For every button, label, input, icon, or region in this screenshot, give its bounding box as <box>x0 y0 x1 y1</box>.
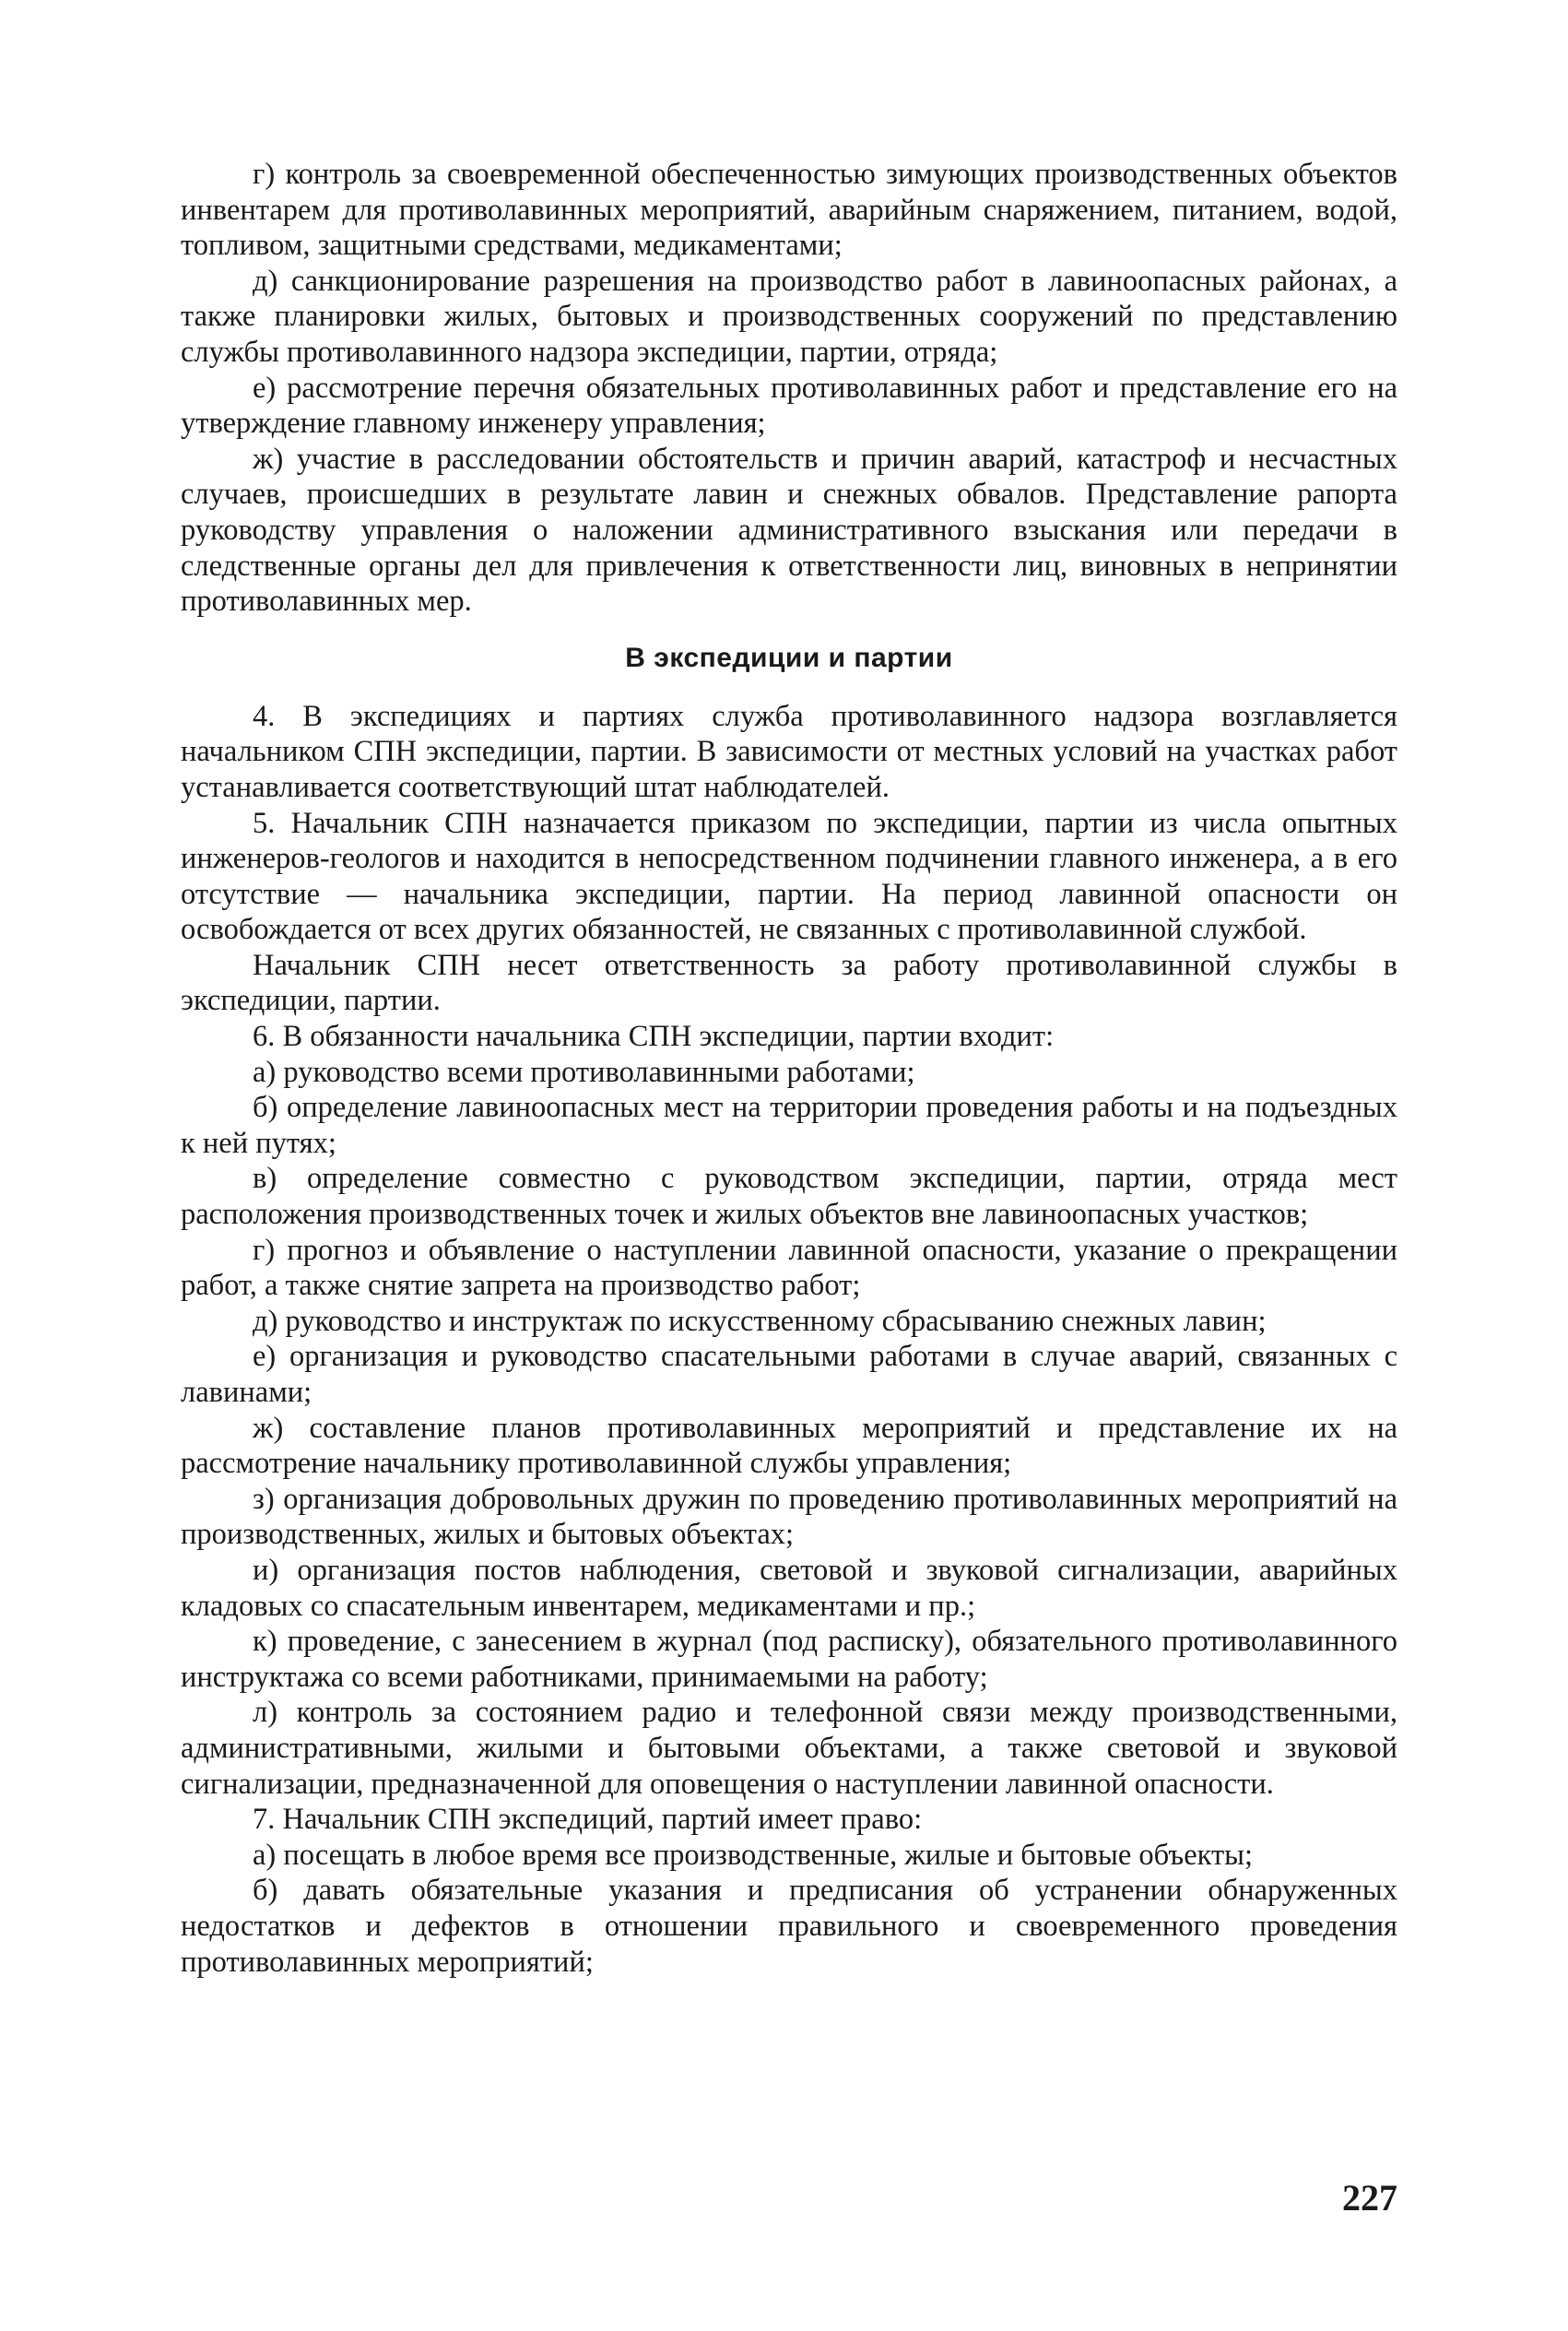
list-item-6k: к) проведение, с занесением в журнал (под расписку), обязательного противолавинного инструктажа со всеми работниками, принимаемыми на работу; <box>181 1625 1397 1694</box>
list-item-6l: л) контроль за состоянием радио и телефонной связи между производственными, административными, жилыми и бытовыми объектами, а также световой и звуковой сигнализации, предназначенной для оповещения о наступлении лавинной опасности. <box>181 1696 1397 1801</box>
paragraph-4: 4. В экспедициях и партиях служба противолавинного надзора возглавляется начальником СПН экспедиции, партии. В зависимости от местных условий на участках работ устанавливается соответствующий штат наблюдателей. <box>181 699 1397 804</box>
paragraph-zh-investigation: ж) участие в расследовании обстоятельств и причин аварий, катастроф и несчастных случаев, происшедших в результате лавин и снежных обвалов. Представление рапорта руководству управления о наложении административного взыскания или передачи в следственные органы дел для привлечения к ответственности лиц, виновных в непринятии противолавинных мер. <box>181 442 1397 619</box>
list-item-6v: в) определение совместно с руководством экспедиции, партии, отряда мест расположения производственных точек и жилых объектов вне лавиноопасных участков; <box>181 1162 1397 1232</box>
list-item-6a: а) руководство всеми противолавинными работами; <box>253 1055 915 1089</box>
list-item-6d: д) руководство и инструктаж по искусственному сбрасыванию снежных лавин; <box>253 1304 1267 1338</box>
paragraph-5-responsibility: Начальник СПН несет ответственность за работу противолавинной службы в экспедиции, партии. <box>181 948 1397 1018</box>
paragraph-d-sanction: д) санкционирование разрешения на производство работ в лавиноопасных районах, а также планировки жилых, бытовых и производственных сооружений по представлению службы противолавинного надзора экспедиции, партии, отряда; <box>181 264 1397 369</box>
page-number: 227 <box>1342 2177 1397 2219</box>
list-item-6g: г) прогноз и объявление о наступлении лавинной опасности, указание о прекращении работ, а также снятие запрета на производство работ; <box>181 1233 1397 1303</box>
list-item-7b: б) давать обязательные указания и предписания об устранении обнаруженных недостатков и дефектов в отношении правильного и своевременного проведения противолавинных мероприятий; <box>181 1874 1397 1979</box>
paragraph-g-control: г) контроль за своевременной обеспеченностью зимующих производственных объектов инвентарем для противолавинных мероприятий, аварийным снаряжением, питанием, водой, топливом, защитными средствами, медикаментами; <box>181 158 1397 263</box>
paragraph-6: 6. В обязанности начальника СПН экспедиции, партии входит: <box>253 1020 1055 1054</box>
paragraph-5: 5. Начальник СПН назначается приказом по экспедиции, партии из числа опытных инженеров-геологов и находится в непосредственном подчинении главного инженера, а в его отсутствие — начальника экспедиции, партии. На период лавинной опасности он освобождается от всех других обязанностей, не связанных с противолавинной службой. <box>181 806 1397 947</box>
list-item-6i: и) организация постов наблюдения, световой и звуковой сигнализации, аварийных кладовых со спасательным инвентарем, медикаментами и пр.; <box>181 1553 1397 1623</box>
paragraph-7: 7. Начальник СПН экспедиций, партий имеет право: <box>253 1803 923 1837</box>
list-item-6e: е) организация и руководство спасательными работами в случае аварий, связанных с лавинами; <box>181 1340 1397 1409</box>
list-item-6zh: ж) составление планов противолавинных мероприятий и представление их на рассмотрение начальнику противолавинной службы управления; <box>181 1411 1397 1481</box>
list-item-6b: б) определение лавиноопасных мест на территории проведения работы и на подъездных к ней путях; <box>181 1091 1397 1160</box>
document-page <box>181 157 1397 2268</box>
paragraph-e-review: е) рассмотрение перечня обязательных противолавинных работ и представление его на утверждение главному инженеру управления; <box>181 371 1397 441</box>
list-item-7a: а) посещать в любое время все производственные, жилые и бытовые объекты; <box>253 1838 1254 1872</box>
section-heading: В экспедиции и партии <box>625 642 953 673</box>
list-item-6z: з) организация добровольных дружин по проведению противолавинных мероприятий на производственных, жилых и бытовых объектах; <box>181 1482 1397 1552</box>
